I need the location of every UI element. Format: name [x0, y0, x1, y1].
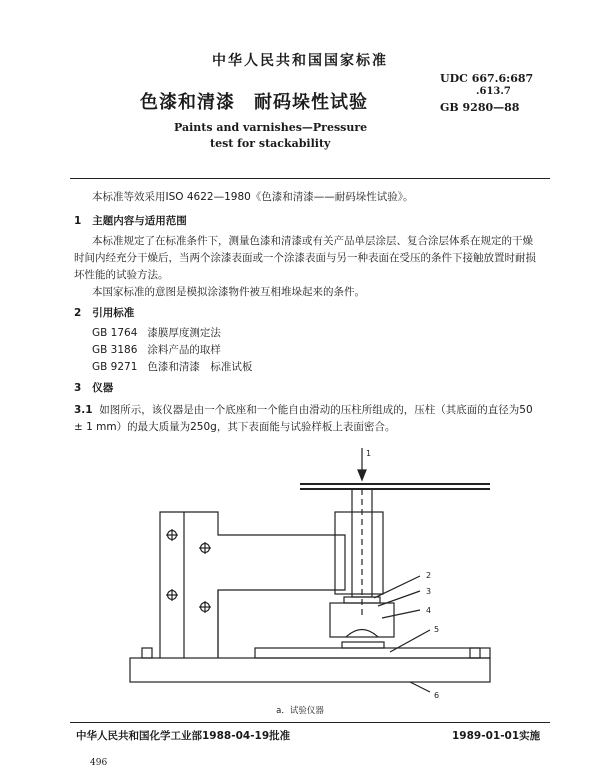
title-cn: 色漆和清漆 耐码垛性试验	[140, 92, 368, 113]
section-title: 主题内容与适用范围	[92, 215, 187, 227]
section-number: 1	[74, 215, 82, 227]
section-1-heading	[74, 213, 187, 228]
reference-item	[92, 359, 252, 374]
callout-4: 4	[426, 606, 432, 615]
reference-title: 漆膜厚度测定法	[147, 327, 221, 339]
reference-code: GB 1764	[92, 327, 138, 339]
guide-sleeve	[335, 512, 383, 594]
page-number: 496	[90, 758, 108, 768]
figure-caption: a．试验仪器	[276, 706, 324, 716]
section-1-para-2: 时间内经充分干燥后，当两个涂漆表面或一个涂漆表面与另一种表面在受压的条件下接触放置时耐损	[74, 252, 536, 264]
reference-code: GB 3186	[92, 344, 138, 356]
intro-text: 本标准等效采用ISO 4622—1980《色漆和清漆——耐码垛性试验》。	[92, 191, 414, 203]
bolt	[470, 648, 480, 658]
approval-line: 中华人民共和国化学工业部1988-04-19批准	[76, 730, 291, 742]
test-apparatus-figure	[120, 440, 510, 702]
section-number: 3	[74, 382, 82, 394]
callout-5: 5	[434, 625, 440, 634]
udc-code-cont: .613.7	[476, 86, 511, 97]
section-1-para-3: 坏性能的试验方法。	[74, 269, 169, 281]
clause-3-1-line-2: ± 1 mm）的最大质量为250g，其下表面能与试验样板上表面密合。	[74, 421, 396, 433]
udc-code: UDC 667.6:687	[440, 72, 534, 85]
section-2-heading	[74, 305, 134, 320]
bolt	[142, 648, 152, 658]
callout-1: 1	[366, 449, 372, 458]
base-plate	[130, 658, 490, 682]
section-title: 引用标准	[92, 307, 135, 319]
callout-3: 3	[426, 587, 432, 596]
clause-number: 3.1	[74, 404, 93, 416]
section-title: 仪器	[92, 382, 114, 394]
section-3-heading	[74, 380, 113, 395]
reference-item	[92, 342, 221, 357]
callout-6: 6	[434, 691, 440, 700]
reference-item	[92, 325, 221, 340]
footer-divider	[70, 722, 550, 723]
effective-date: 1989-01-01实施	[452, 730, 541, 742]
clause-3-1-line-1	[74, 402, 533, 419]
gb-number: GB 9280—88	[440, 101, 520, 114]
title-en-line2: test for stackability	[210, 137, 331, 150]
frame	[160, 512, 345, 658]
reference-code: GB 9271	[92, 361, 138, 373]
header-divider	[70, 178, 550, 179]
title-en-line1: Paints and varnishes—Pressure	[174, 121, 368, 134]
callout-2: 2	[426, 571, 432, 580]
pressure-head	[330, 603, 394, 637]
test-panel	[255, 648, 490, 658]
clause-text: 如图所示，该仪器是由一个底座和一个能自由滑动的压柱所组成的，压柱（其底面的直径为50	[99, 404, 533, 416]
reference-title: 涂料产品的取样	[147, 344, 221, 356]
section-number: 2	[74, 307, 82, 319]
standard-name: 中华人民共和国国家标准	[212, 53, 388, 69]
section-1-para-1: 本标准规定了在标准条件下，测量色漆和清漆或有关产品单层涂层、复合涂层体系在规定的干燥	[92, 235, 533, 247]
reference-title: 色漆和清漆 标准试板	[147, 361, 253, 373]
section-1-para-4: 本国家标准的意图是模拟涂漆物件被互相堆垛起来的条件。	[92, 286, 365, 298]
